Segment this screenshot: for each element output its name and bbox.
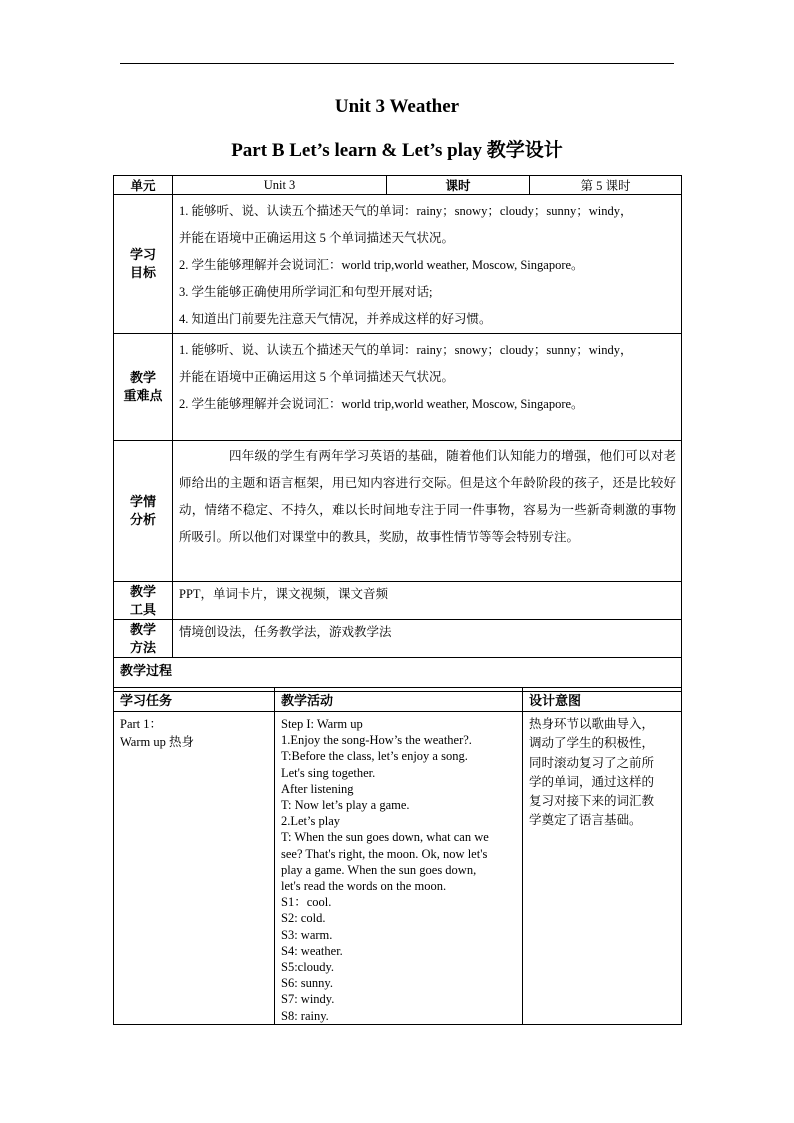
part-name: Warm up 热身 xyxy=(120,735,194,749)
header-rule xyxy=(120,63,674,64)
activity-line: Step I: Warm up xyxy=(281,717,363,731)
activity-line: S4: weather. xyxy=(281,943,343,958)
objective-item: 3. 学生能够正确使用所学词汇和句型开展对话; xyxy=(179,285,433,299)
analysis-label-line2: 分析 xyxy=(129,512,156,527)
activity-line: S2: cold. xyxy=(281,911,326,926)
key-point-item: 1. 能够听、说、认读五个描述天气的单词：rainy；snowy；cloudy；sunny；windy， xyxy=(179,343,633,357)
process-row-part1 xyxy=(114,712,682,1025)
objectives-row xyxy=(114,195,682,334)
activity-line: Let's sing together. xyxy=(281,765,376,780)
analysis-label-line1: 学情 xyxy=(129,494,156,509)
activity-line: 2.Let’s play xyxy=(281,814,341,829)
intent-line: 复习对接下来的词汇教 xyxy=(529,794,655,809)
column-intent: 设计意图 xyxy=(523,688,682,712)
unit-row xyxy=(114,176,682,195)
analysis-label xyxy=(114,441,173,582)
tools-label-line1: 教学 xyxy=(129,583,156,599)
column-activity: 教学活动 xyxy=(275,688,523,712)
objectives-content xyxy=(173,195,682,334)
analysis-content: 四年级的学生有两年学习英语的基础，随着他们认知能力的增强，他们可以对老师给出的主题和语言框架，用已知内容进行交际。但是这个年龄阶段的孩子，还是比较好动，情绪不稳定、不持久，难以长时间地专注于同一件事物，容易为一些新奇刺激的事物所吸引。所以他们对课堂中的教具，奖励，故事性情节等等会特别专注。 xyxy=(173,441,682,582)
process-table xyxy=(113,687,682,1025)
activity-line: S6: sunny. xyxy=(281,976,333,991)
objective-item: 2. 学生能够理解并会说词汇：world trip,world weather, Moscow, Singapore。 xyxy=(179,258,584,272)
period-value: 第 5 课时 xyxy=(530,176,682,195)
activity-line: see? That's right, the moon. Ok, now let's xyxy=(281,846,488,861)
activity-line: After listening xyxy=(281,781,354,796)
activity-line: S5:cloudy. xyxy=(281,960,335,975)
tools-label-line2: 工具 xyxy=(129,601,156,617)
task-cell xyxy=(114,712,275,1025)
objectives-label xyxy=(114,195,173,334)
methods-label-line2: 方法 xyxy=(129,639,156,655)
methods-label xyxy=(114,620,173,658)
activity-line: 1.Enjoy the song-How’s the weather?. xyxy=(281,733,472,748)
key-points-label xyxy=(114,334,173,441)
activity-cell xyxy=(275,712,523,1025)
key-points-label-line2: 重难点 xyxy=(123,388,163,403)
key-points-content xyxy=(173,334,682,441)
intent-line: 学的单词，通过这样的 xyxy=(529,774,655,789)
column-task: 学习任务 xyxy=(114,688,275,712)
lesson-info-table xyxy=(113,175,682,692)
activity-line: S3: warm. xyxy=(281,927,333,942)
objective-item: 1. 能够听、说、认读五个描述天气的单词：rainy；snowy；cloudy；sunny；windy， xyxy=(179,204,633,218)
objective-item: 并能在语境中正确运用这 5 个单词描述天气状况。 xyxy=(179,231,455,245)
unit-label: 单元 xyxy=(114,176,173,195)
activity-line: T:Before the class, let’s enjoy a song. xyxy=(281,749,468,764)
intent-line: 调动了学生的积极性， xyxy=(529,736,655,751)
key-points-row xyxy=(114,334,682,441)
part-title: Part 1： xyxy=(120,717,163,731)
activity-line: S7: windy. xyxy=(281,992,335,1007)
activity-line: S1：cool. xyxy=(281,895,332,910)
objectives-label-line1: 学习 xyxy=(129,247,156,262)
activity-line: T: Now let’s play a game. xyxy=(281,798,410,813)
tools-row xyxy=(114,582,682,620)
tools-label xyxy=(114,582,173,620)
unit-value: Unit 3 xyxy=(173,176,387,195)
key-point-item: 并能在语境中正确运用这 5 个单词描述天气状况。 xyxy=(179,370,455,384)
activity-line: let's read the words on the moon. xyxy=(281,879,447,894)
process-heading: 教学过程 xyxy=(114,658,682,692)
objectives-label-line2: 目标 xyxy=(129,265,156,280)
objective-item: 4. 知道出门前要先注意天气情况，并养成这样的好习惯。 xyxy=(179,312,492,326)
intent-line: 学奠定了语言基础。 xyxy=(529,813,642,828)
activity-line: S8: rainy. xyxy=(281,1008,329,1023)
intent-line: 同时滚动复习了之前所 xyxy=(529,755,655,770)
methods-content: 情境创设法，任务教学法，游戏教学法 xyxy=(173,620,682,658)
activity-line: T: When the sun goes down, what can we xyxy=(281,830,489,845)
document-subtitle: Part B Let’s learn & Let’s play 教学设计 xyxy=(231,140,563,161)
document-title: Unit 3 Weather xyxy=(334,96,460,117)
tools-content: PPT，单词卡片，课文视频，课文音频 xyxy=(173,582,682,620)
period-label: 课时 xyxy=(387,176,530,195)
key-point-item: 2. 学生能够理解并会说词汇：world trip,world weather, Moscow, Singapore。 xyxy=(179,397,584,411)
analysis-row xyxy=(114,441,682,582)
process-header-row xyxy=(114,688,682,712)
methods-row xyxy=(114,620,682,658)
methods-label-line1: 教学 xyxy=(129,621,156,637)
activity-line: play a game. When the sun goes down, xyxy=(281,862,477,877)
intent-cell xyxy=(523,712,682,1025)
intent-line: 热身环节以歌曲导入， xyxy=(529,717,655,731)
key-points-label-line1: 教学 xyxy=(129,370,156,385)
